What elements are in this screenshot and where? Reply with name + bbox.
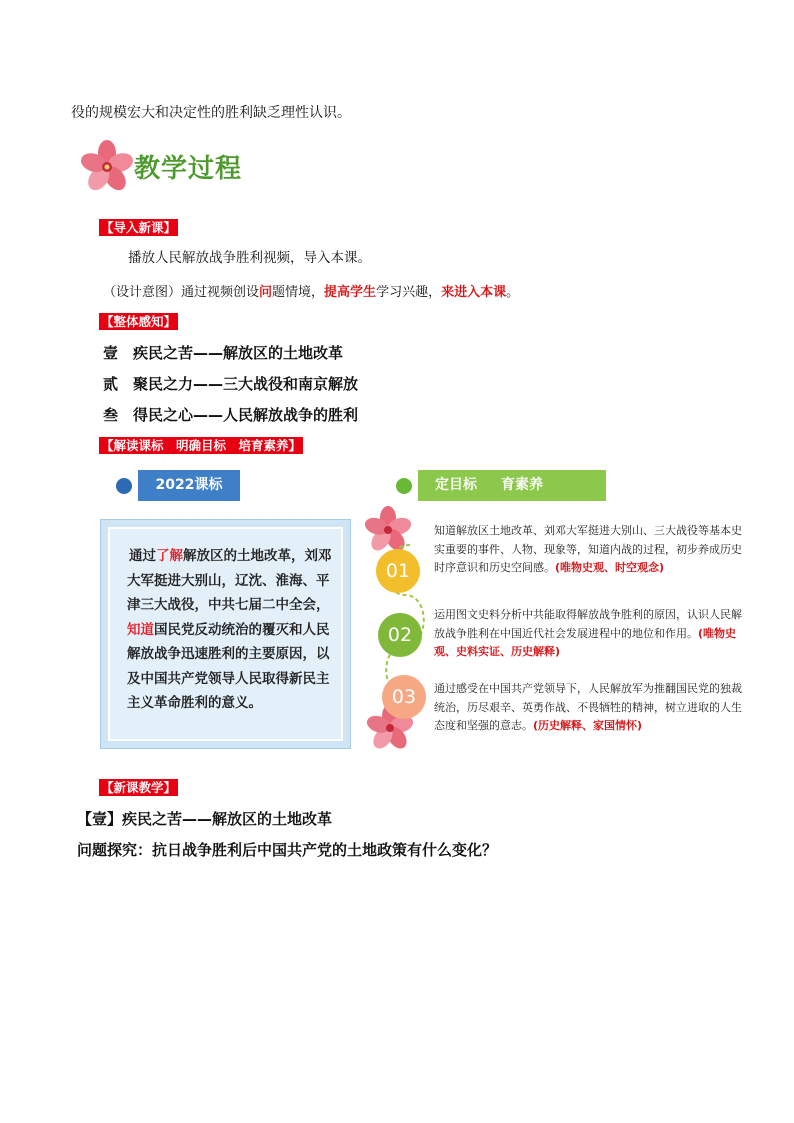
goal-item-02: 运用图文史料分析中共能取得解放战争胜利的原因，认识人民解放战争胜利在中国近代社会发展进程中的地位和作用。(唯物史观、史料实证、历史解释) bbox=[434, 608, 742, 658]
flower-icon bbox=[78, 139, 136, 195]
goal-number-03: 03 bbox=[382, 675, 426, 719]
section-one-heading: 【壹】疾民之苦——解放区的土地改革 bbox=[77, 810, 333, 828]
curriculum-label: 2022课标 bbox=[138, 470, 240, 501]
green-dot-icon bbox=[396, 478, 412, 494]
goal-number-02: 02 bbox=[378, 613, 422, 657]
question-heading: 问题探究：抗日战争胜利后中国共产党的土地政策有什么变化？ bbox=[77, 841, 498, 859]
lead-in-tag: 【导入新课】 bbox=[101, 220, 177, 235]
design-intent: （设计意图）通过视频创设问题情境，提高学生学习兴趣，来进入本课。 bbox=[103, 285, 520, 300]
curriculum-box bbox=[100, 519, 351, 749]
curriculum-text: 通过了解解放区的土地改革，刘邓大军挺进大别山，辽沈、淮海、平津三大战役，中共七届二中全会，知道国民党反动统治的覆灭和人民解放战争迅速胜利的主要原因，以及中国共产党领导人民取得新民主主义革命胜利的意义。 bbox=[127, 548, 332, 711]
overview-item: 贰 聚民之力——三大战役和南京解放 bbox=[103, 375, 359, 393]
goal-number-01: 01 bbox=[376, 549, 420, 593]
overview-item: 叁 得民之心——人民解放战争的胜利 bbox=[103, 406, 359, 424]
overview-item: 壹 疾民之苦——解放区的土地改革 bbox=[103, 344, 344, 362]
standards-tag: 【解读课标 明确目标 培育素养】 bbox=[101, 438, 302, 453]
goal-item-01: 知道解放区土地改革、刘邓大军挺进大别山、三大战役等基本史实重要的事件、人物、现象等，知道内战的过程，初步养成历史时序意识和历史空间感。(唯物史观、时空观念) bbox=[434, 524, 742, 574]
goals-label: 定目标 育素养 bbox=[418, 470, 606, 501]
overall-tag: 【整体感知】 bbox=[101, 314, 177, 329]
lead-in-text: 播放人民解放战争胜利视频，导入本课。 bbox=[128, 250, 371, 266]
goal-item-03: 通过感受在中国共产党领导下，人民解放军为推翻国民党的独裁统治，历尽艰辛、英勇作战、不畏牺牲的精神，树立进取的人生态度和坚强的意志。(历史解释、家国情怀) bbox=[434, 682, 742, 732]
intro-line: 役的规模宏大和决定性的胜利缺乏理性认识。 bbox=[71, 105, 351, 121]
section-title: 教学过程 bbox=[134, 154, 243, 184]
blue-dot-icon bbox=[116, 478, 132, 494]
new-lesson-tag: 【新课教学】 bbox=[101, 780, 177, 795]
